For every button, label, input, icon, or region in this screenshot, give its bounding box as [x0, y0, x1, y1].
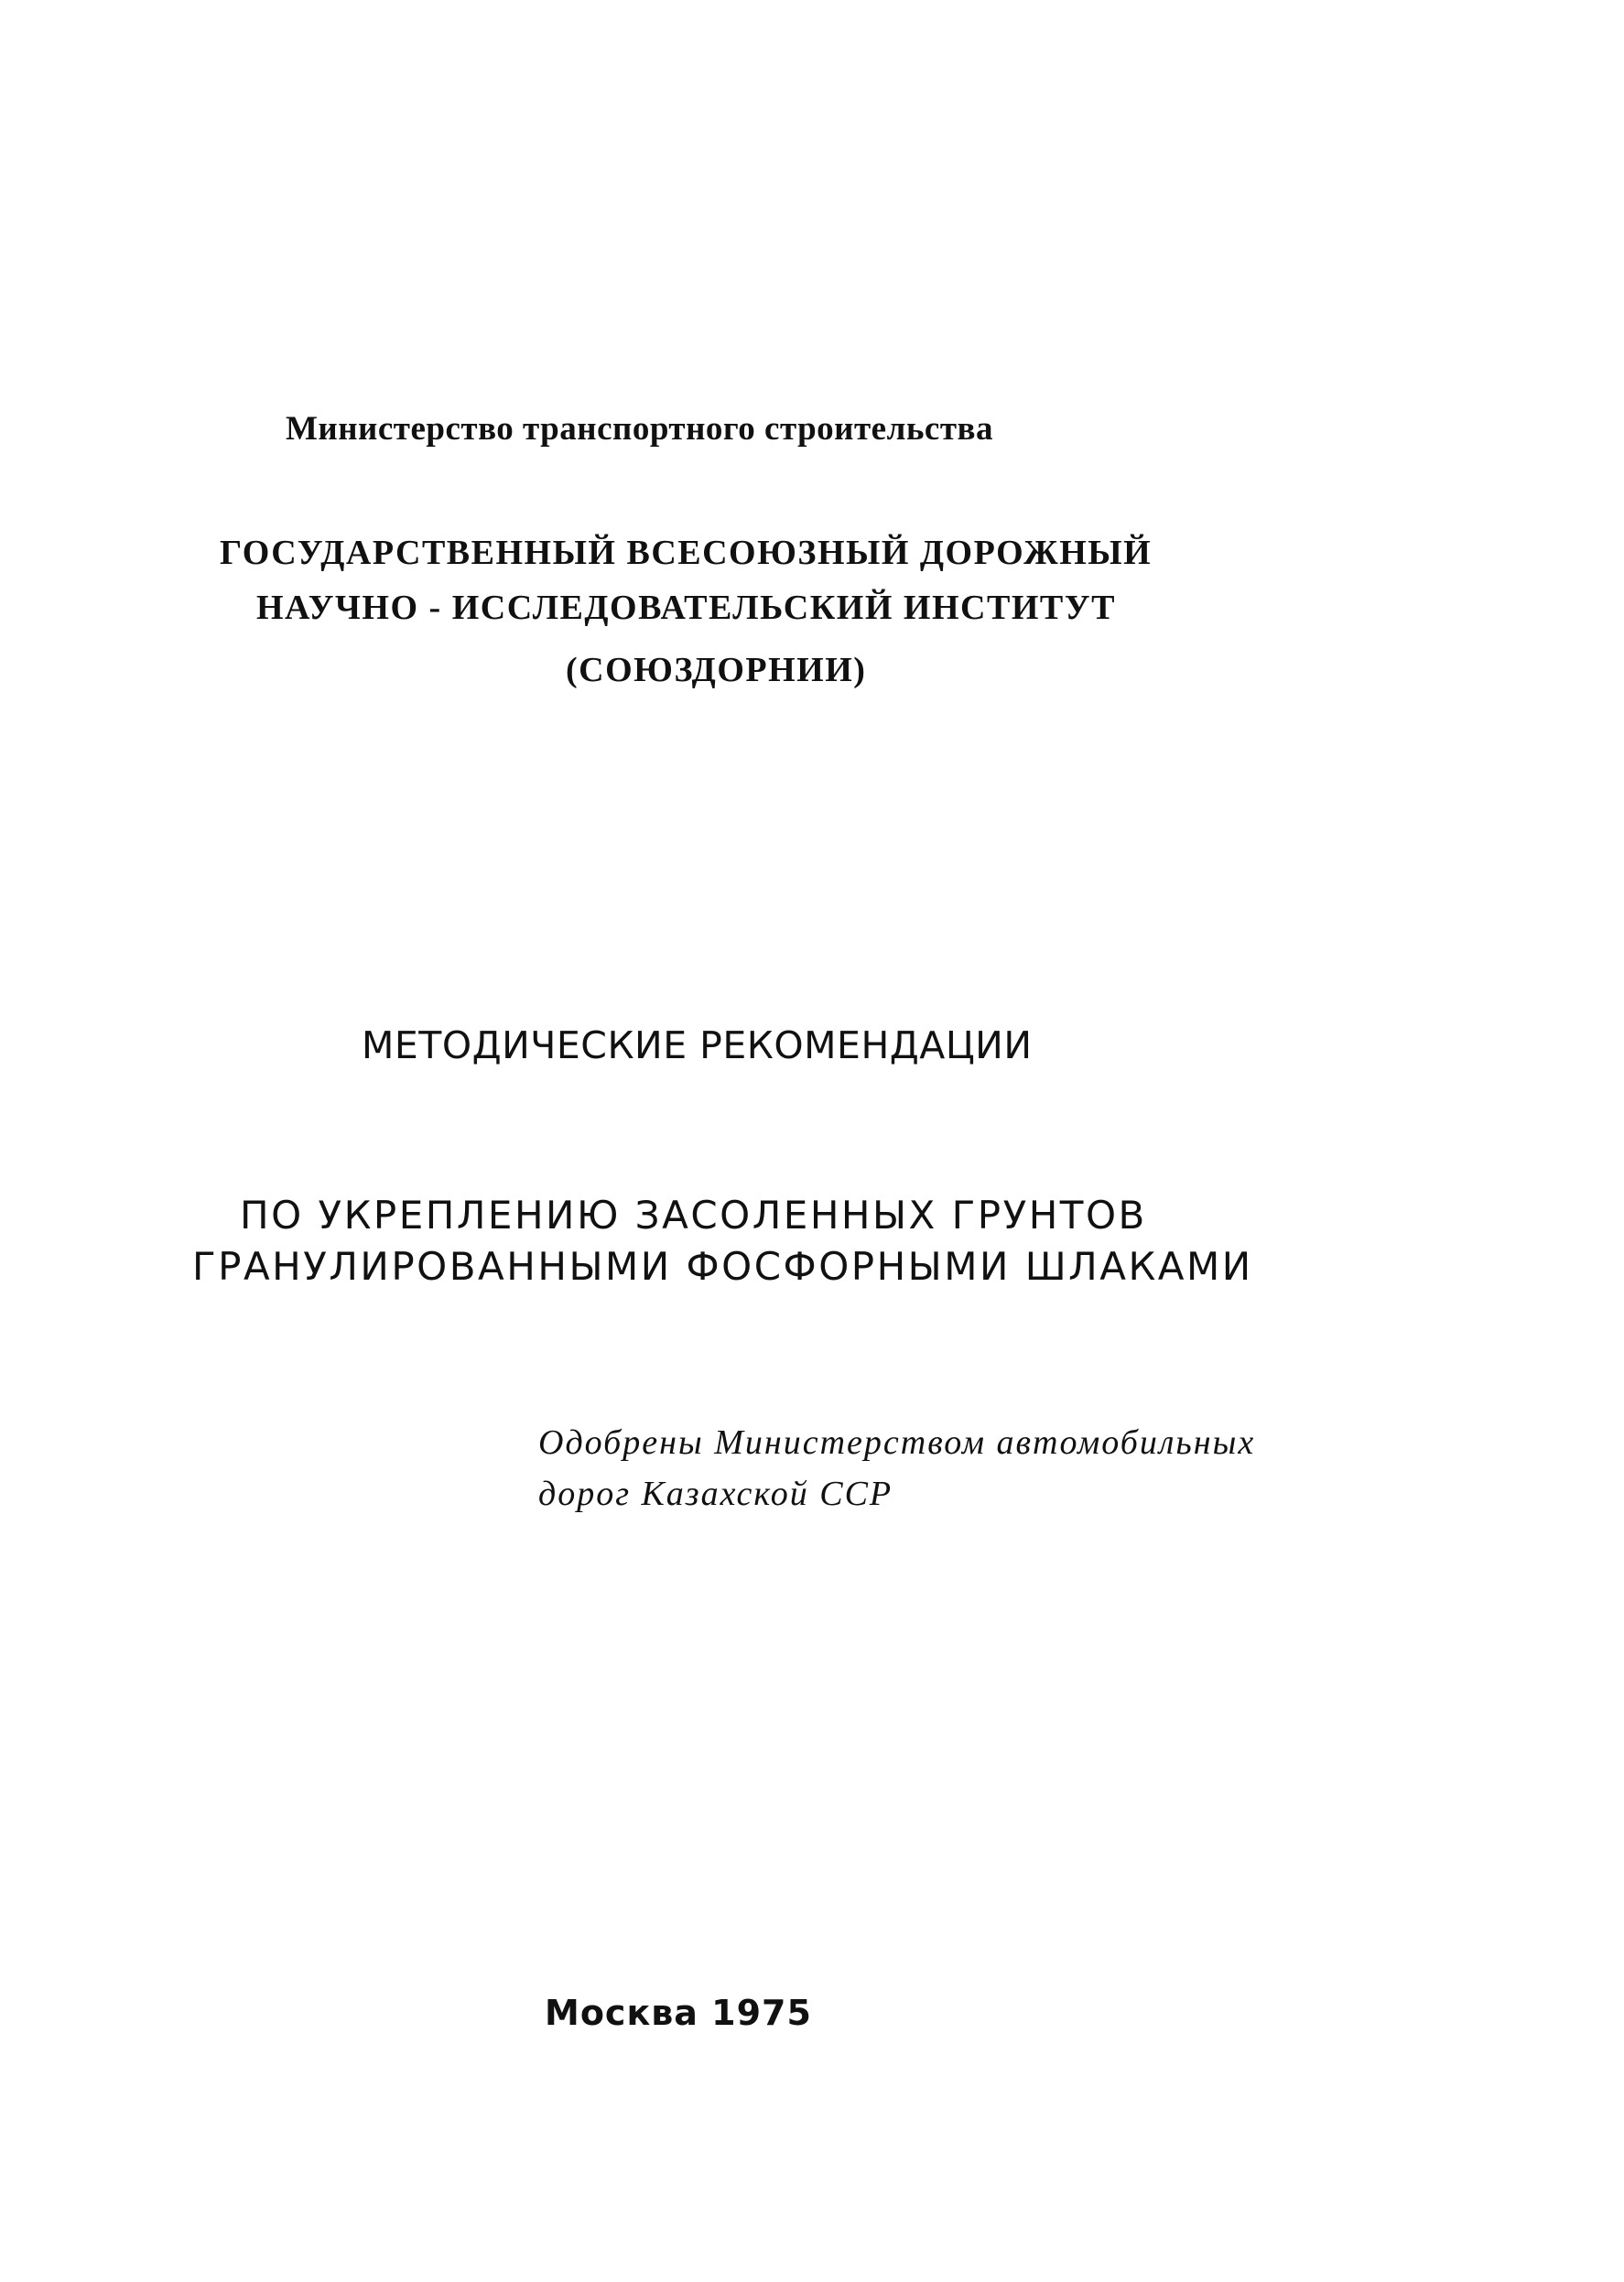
city-year: Москва 1975 — [545, 1993, 812, 2033]
institute-name-line2: НАУЧНО - ИССЛЕДОВАТЕЛЬСКИЙ ИНСТИТУТ — [256, 589, 1116, 627]
ministry-name: Министерство транспортного строительства — [286, 410, 993, 448]
document-subject-line2: ГРАНУЛИРОВАННЫМИ ФОСФОРНЫМИ ШЛАКАМИ — [192, 1244, 1253, 1289]
institute-abbreviation: (СОЮЗДОРНИИ) — [566, 651, 867, 689]
document-subject-line1: ПО УКРЕПЛЕНИЮ ЗАСОЛЕННЫХ ГРУНТОВ — [240, 1193, 1147, 1238]
approval-note-line2: дорог Казахской ССР — [538, 1475, 893, 1513]
institute-name-line1: ГОСУДАРСТВЕННЫЙ ВСЕСОЮЗНЫЙ ДОРОЖНЫЙ — [220, 534, 1153, 572]
document-type-title: МЕТОДИЧЕСКИЕ РЕКОМЕНДАЦИИ — [362, 1023, 1033, 1067]
approval-note-line1: Одобрены Министерством автомобильных — [538, 1423, 1256, 1462]
